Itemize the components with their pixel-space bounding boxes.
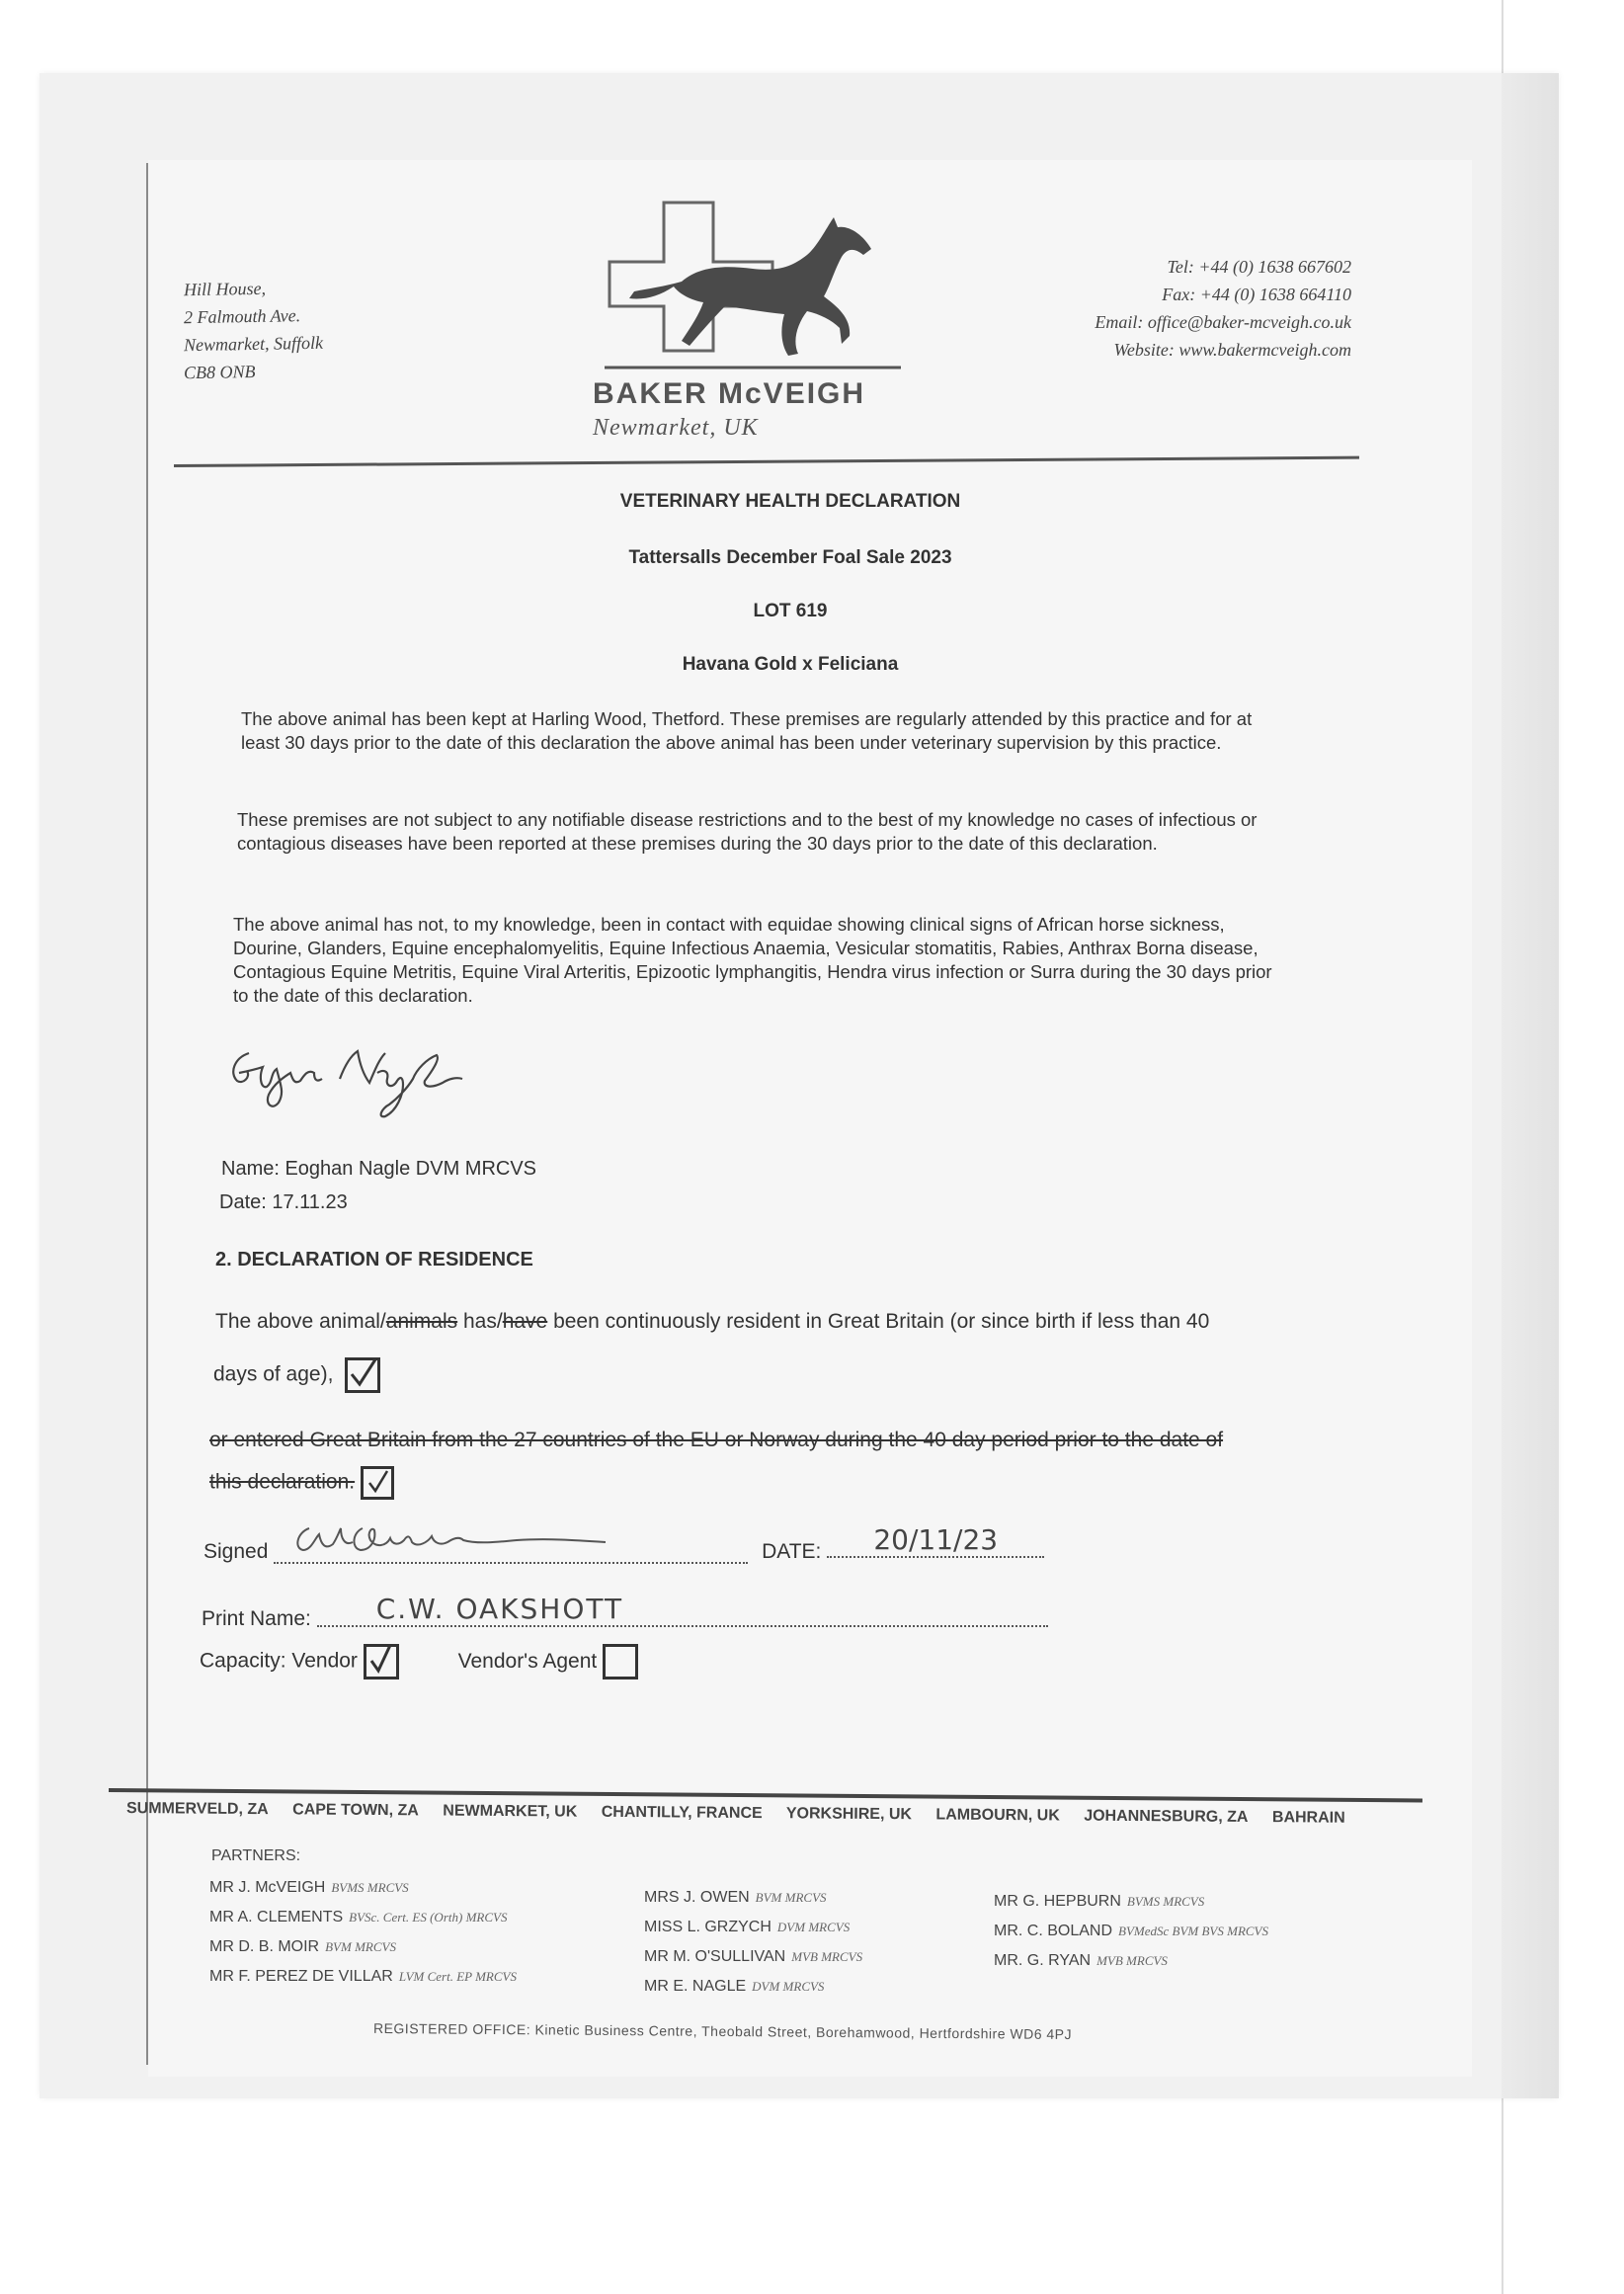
office-location: CHANTILLY, FRANCE	[601, 1803, 763, 1823]
partner-name: MR. C. BOLAND	[994, 1923, 1113, 1939]
partner-entry	[644, 1883, 862, 1913]
signed-row	[203, 1523, 1044, 1564]
partner-name: MRS J. OWEN	[644, 1889, 750, 1906]
partner-qualification: LVM Cert. EP MRCVS	[398, 1969, 517, 1984]
partner-entry	[209, 1903, 517, 1932]
struck-eu-clause: or entered Great Britain from the 27 countries of the EU or Norway during the 40 day period prior to the date of	[209, 1429, 1224, 1451]
capacity-label: Capacity: Vendor	[200, 1649, 358, 1673]
partner-qualification: DVM MRCVS	[776, 1920, 851, 1934]
address-line: Hill House,	[183, 278, 267, 300]
contact-website: Website: www.bakermcveigh.com	[1113, 340, 1351, 360]
declaration-paragraph-2: These premises are not subject to any notifiable disease restrictions and to the best of my knowledge no cases of infectious or contagious diseases have been reported at these premises during the 30 days prior to the date of this declaration.	[237, 809, 1258, 854]
print-name-value[interactable]: C.W. OAKSHOTT	[317, 1593, 1048, 1627]
partners-column-1	[209, 1873, 517, 1992]
partner-qualification: BVMedSc BVM BVS MRCVS	[1118, 1924, 1268, 1938]
page-left-edge	[146, 163, 148, 2065]
partner-qualification: MVB MRCVS	[1096, 1953, 1168, 1968]
residence-text: been continuously resident in Great Britain (or since birth if less than 40	[547, 1310, 1210, 1333]
residence-heading: 2. DECLARATION OF RESIDENCE	[215, 1249, 533, 1270]
partner-entry	[644, 1972, 862, 2002]
partner-entry	[209, 1962, 517, 1992]
partner-name: MR F. PEREZ DE VILLAR	[209, 1968, 393, 1985]
resident-checkbox[interactable]	[345, 1357, 380, 1393]
office-location: SUMMERVELD, ZA	[125, 1800, 269, 1819]
residence-line-1	[215, 1310, 1209, 1334]
eu-checkbox[interactable]	[361, 1466, 394, 1500]
company-address	[184, 275, 323, 385]
partner-entry	[994, 1887, 1268, 1917]
partner-qualification: DVM MRCVS	[752, 1979, 825, 1994]
scan-shadow-strip	[1502, 73, 1559, 2098]
partner-entry	[644, 1913, 862, 1942]
partner-entry	[644, 1942, 862, 1972]
partner-entry	[209, 1873, 517, 1903]
registered-office: REGISTERED OFFICE: Kinetic Business Centre, Theobald Street, Borehamwood, Hertfordshire WD6 4PJ	[372, 2019, 1073, 2043]
check-icon	[366, 1647, 396, 1677]
residence-line-2	[213, 1357, 380, 1393]
date-label: DATE:	[762, 1540, 822, 1563]
signed-label: Signed	[203, 1540, 269, 1563]
vet-name: Name: Eoghan Nagle DVM MRCVS	[221, 1158, 537, 1180]
partners-label: PARTNERS:	[211, 1847, 301, 1864]
agent-checkbox[interactable]	[603, 1644, 638, 1680]
contact-email: Email: office@baker-mcveigh.co.uk	[1095, 312, 1351, 332]
struck-eu-clause-end	[209, 1466, 394, 1500]
print-name-row	[202, 1593, 1048, 1631]
partner-qualification: BVSc. Cert. ES (Orth) MRCVS	[349, 1910, 508, 1925]
check-icon	[348, 1360, 377, 1390]
office-location: YORKSHIRE, UK	[785, 1805, 913, 1824]
vendor-checkbox[interactable]	[364, 1644, 399, 1680]
struck-text: this declaration.	[209, 1470, 356, 1494]
residence-text: has/	[457, 1310, 503, 1333]
brand-place: Newmarket, UK	[593, 415, 759, 441]
vet-signature	[219, 1033, 476, 1122]
sale-name: Tattersalls December Foal Sale 2023	[628, 547, 952, 568]
partner-name: MR. G. RYAN	[994, 1952, 1092, 1969]
partner-entry	[994, 1946, 1268, 1976]
residence-text: days of age),	[213, 1362, 334, 1386]
struck-word: animals	[385, 1310, 458, 1333]
office-location: CAPE TOWN, ZA	[292, 1801, 419, 1820]
contact-details	[1095, 253, 1351, 364]
office-location: LAMBOURN, UK	[935, 1806, 1060, 1825]
partner-qualification: MVB MRCVS	[791, 1949, 863, 1964]
date-value[interactable]: 20/11/23	[827, 1523, 1044, 1558]
partner-entry	[209, 1932, 517, 1962]
signature-field[interactable]	[274, 1536, 748, 1564]
check-icon	[364, 1469, 391, 1497]
print-name-label: Print Name:	[202, 1607, 311, 1630]
office-location: BAHRAIN	[1271, 1809, 1345, 1827]
partner-name: MR J. McVEIGH	[209, 1879, 326, 1896]
partner-name: MR M. O'SULLIVAN	[644, 1948, 786, 1965]
partner-name: MISS L. GRZYCH	[644, 1919, 771, 1935]
address-line: CB8 ONB	[183, 361, 256, 383]
partner-qualification: BVMS MRCVS	[331, 1880, 409, 1895]
declaration-paragraph-3: The above animal has not, to my knowledge, been in contact with equidae showing clinical signs of African horse sickness, Dourine, Glanders, Equine encephalomyelitis, Equine Infectious Anaemia, Vesicular stomatitis, Rabies, Anthrax Borna disease, Contagious Equine Metritis, Equine Viral Arteritis, Epizootic lymphangitis, Hendra virus infection or Surra during the 30 days prior to the date of this declaration.	[233, 914, 1272, 1006]
pedigree: Havana Gold x Feliciana	[682, 654, 899, 675]
brand-name: BAKER McVEIGH	[593, 377, 866, 410]
lot-number: LOT 619	[753, 601, 828, 621]
office-location: JOHANNESBURG, ZA	[1084, 1807, 1249, 1826]
contact-fax: Fax: +44 (0) 1638 664110	[1162, 285, 1351, 304]
partner-name: MR E. NAGLE	[644, 1978, 747, 1995]
address-line: 2 Falmouth Ave.	[183, 305, 301, 328]
address-line: Newmarket, Suffolk	[183, 332, 324, 356]
partner-qualification: BVM MRCVS	[755, 1890, 827, 1905]
struck-word: have	[502, 1310, 548, 1333]
partners-column-2	[644, 1883, 862, 2002]
declaration-paragraph-1: The above animal has been kept at Harling Wood, Thetford. These premises are regularly attended by this practice and for at least 30 days prior to the date of this declaration the above animal has been under veterinary supervision by this practice.	[241, 708, 1253, 753]
partner-name: MR D. B. MOIR	[209, 1938, 320, 1955]
vet-date: Date: 17.11.23	[219, 1191, 348, 1213]
contact-tel: Tel: +44 (0) 1638 667602	[1167, 257, 1351, 277]
office-location: NEWMARKET, UK	[443, 1802, 578, 1821]
document-title: VETERINARY HEALTH DECLARATION	[619, 491, 961, 512]
partner-entry	[994, 1917, 1268, 1946]
partner-name: MR A. CLEMENTS	[209, 1909, 344, 1925]
partner-name: MR G. HEPBURN	[994, 1893, 1121, 1910]
agent-label: Vendor's Agent	[457, 1649, 598, 1673]
vendor-signature	[280, 1518, 635, 1558]
partner-qualification: BVMS MRCVS	[1126, 1894, 1205, 1909]
partner-qualification: BVM MRCVS	[325, 1939, 396, 1954]
capacity-row	[200, 1644, 638, 1680]
partners-column-3	[994, 1887, 1268, 1976]
residence-text: The above animal/	[215, 1310, 386, 1333]
